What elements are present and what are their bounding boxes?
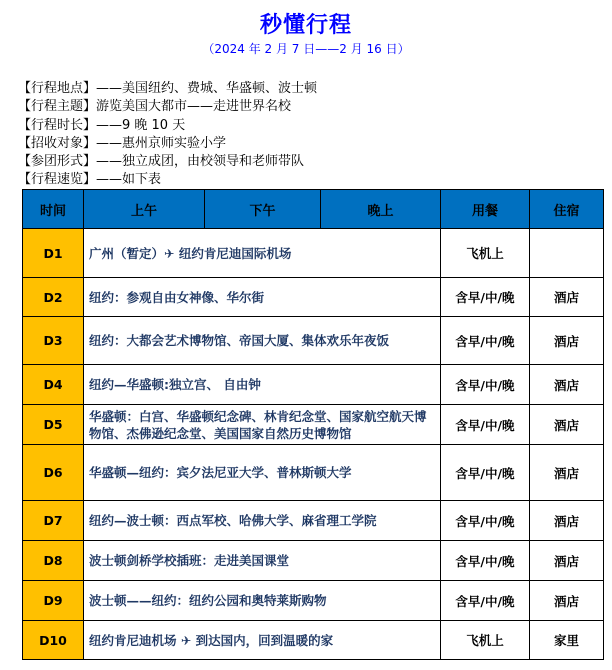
day-cell: D1 <box>23 229 84 278</box>
route-cell: 华盛顿：白宫、华盛顿纪念碑、林肯纪念堂、国家航空航天博物馆、杰佛逊纪念堂、美国国家自然历史博物馆 <box>84 405 441 445</box>
header-meals: 用餐 <box>441 190 530 229</box>
table-row <box>23 445 604 501</box>
meal-cell: 含早/中/晚 <box>441 278 530 317</box>
route-cell: 波士顿剑桥学校插班：走进美国课堂 <box>84 541 441 581</box>
meal-cell: 飞机上 <box>441 229 530 278</box>
lodging-cell: 酒店 <box>530 581 604 621</box>
route-cell: 纽约—华盛顿:独立宫、 自由钟 <box>84 365 441 405</box>
header-afternoon: 下午 <box>205 190 321 229</box>
table-row <box>23 317 604 365</box>
header-morning: 上午 <box>84 190 205 229</box>
meal-cell: 含早/中/晚 <box>441 445 530 501</box>
route-cell: 波士顿——纽约：纽约公园和奥特莱斯购物 <box>84 581 441 621</box>
meal-cell: 含早/中/晚 <box>441 501 530 541</box>
info-overview: 【行程速览】——如下表 <box>18 172 162 188</box>
day-cell: D3 <box>23 317 84 365</box>
lodging-cell <box>530 229 604 278</box>
lodging-cell: 酒店 <box>530 278 604 317</box>
route-cell: 华盛顿—纽约：宾夕法尼亚大学、普林斯顿大学 <box>84 445 441 501</box>
lodging-cell: 酒店 <box>530 365 604 405</box>
day-cell: D4 <box>23 365 84 405</box>
meal-cell: 飞机上 <box>441 621 530 660</box>
info-format: 【参团形式】——独立成团，由校领导和老师带队 <box>18 154 305 170</box>
day-cell: D8 <box>23 541 84 581</box>
lodging-cell: 酒店 <box>530 445 604 501</box>
route-cell: 纽约—波士顿：西点军校、哈佛大学、麻省理工学院 <box>84 501 441 541</box>
table-row <box>23 278 604 317</box>
table-header-row <box>23 190 604 229</box>
lodging-cell: 酒店 <box>530 317 604 365</box>
meal-cell: 含早/中/晚 <box>441 405 530 445</box>
meal-cell: 含早/中/晚 <box>441 317 530 365</box>
day-cell: D6 <box>23 445 84 501</box>
meal-cell: 含早/中/晚 <box>441 581 530 621</box>
table-row <box>23 581 604 621</box>
header-time: 时间 <box>23 190 84 229</box>
meal-cell: 含早/中/晚 <box>441 365 530 405</box>
table-row <box>23 541 604 581</box>
trip-info <box>18 80 598 190</box>
info-duration: 【行程时长】——9 晚 10 天 <box>18 117 186 133</box>
day-cell: D5 <box>23 405 84 445</box>
table-row <box>23 365 604 405</box>
table-row <box>23 501 604 541</box>
itinerary-table <box>22 189 604 660</box>
info-audience: 【招收对象】——惠州京师实验小学 <box>18 135 227 151</box>
page-title: 秒懂行程 <box>259 13 352 38</box>
route-cell: 纽约：大都会艺术博物馆、帝国大厦、集体欢乐年夜饭 <box>84 317 441 365</box>
lodging-cell: 酒店 <box>530 541 604 581</box>
info-theme: 【行程主题】游览美国大都市——走进世界名校 <box>18 99 292 115</box>
header-lodging: 住宿 <box>530 190 604 229</box>
header-evening: 晚上 <box>321 190 441 229</box>
table-row <box>23 405 604 445</box>
route-cell: 纽约：参观自由女神像、华尔街 <box>84 278 441 317</box>
day-cell: D7 <box>23 501 84 541</box>
table-row <box>23 229 604 278</box>
lodging-cell: 酒店 <box>530 405 604 445</box>
lodging-cell: 家里 <box>530 621 604 660</box>
day-cell: D2 <box>23 278 84 317</box>
info-location: 【行程地点】——美国纽约、费城、华盛顿、波士顿 <box>18 81 318 96</box>
day-cell: D9 <box>23 581 84 621</box>
table-row <box>23 621 604 660</box>
meal-cell: 含早/中/晚 <box>441 541 530 581</box>
date-range: （2024 年 2 月 7 日——2 月 16 日） <box>202 42 410 56</box>
lodging-cell: 酒店 <box>530 501 604 541</box>
route-cell: 纽约肯尼迪机场 ✈ 到达国内，回到温暖的家 <box>84 621 441 660</box>
day-cell: D10 <box>23 621 84 660</box>
route-cell: 广州（暂定）✈ 纽约肯尼迪国际机场 <box>84 229 441 278</box>
